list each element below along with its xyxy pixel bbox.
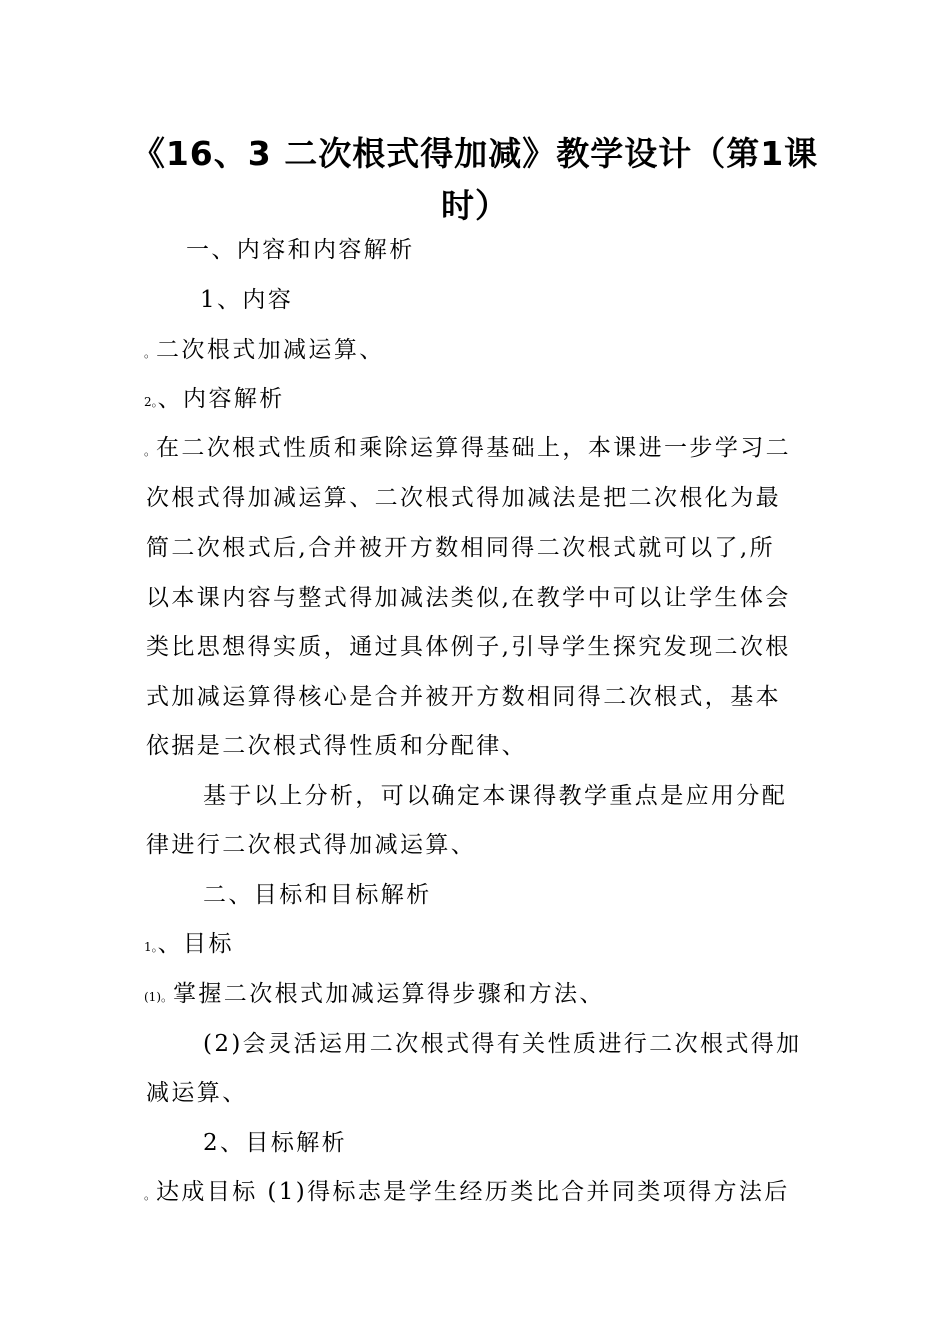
list-marker: 2。 [144,395,158,409]
paragraph-line: 式加减运算得核心是合并被开方数相同得二次根式，基本 [146,684,781,710]
paragraph-line: 减运算、 [146,1080,248,1106]
paragraph-line: 。二次根式加减运算、 [144,337,385,363]
subsection-heading-analysis: 2。、内容解析 [144,386,285,412]
paragraph-line: 。达成目标 (1)得标志是学生经历类比合并同类项得方法后 [144,1179,790,1205]
paragraph-line: 类比思想得实质，通过具体例子,引导学生探究发现二次根 [146,634,791,660]
paragraph-line: 简二次根式后,合并被开方数相同得二次根式就可以了,所 [146,535,776,561]
subsection-heading-content: 1、内容 [200,287,294,313]
section-heading-1: 一、内容和内容解析 [186,237,415,263]
paragraph-line: 基于以上分析，可以确定本课得教学重点是应用分配 [203,783,788,809]
list-marker: (1)。 [144,990,173,1004]
document-title [120,128,830,232]
paragraph-line: 以本课内容与整式得加减法类似,在教学中可以让学生体会 [146,585,791,611]
list-marker: 。 [144,1188,157,1202]
title-line-1: 《16、3 二次根式得加减》教学设计（第1课 [131,134,819,173]
goal-item-2: (2)会灵活运用二次根式得有关性质进行二次根式得加 [203,1031,802,1057]
goal-item-1: (1)。掌握二次根式加减运算得步骤和方法、 [144,981,605,1007]
list-marker: 。 [144,346,157,360]
list-marker: 1。 [144,940,158,954]
paragraph-line: 依据是二次根式得性质和分配律、 [146,733,527,759]
section-heading-2: 二、目标和目标解析 [203,882,432,908]
title-line-2: 时） [441,186,509,225]
subsection-heading-goal-analysis: 2、目标解析 [203,1130,348,1156]
subsection-heading-goals: 1。、目标 [144,931,234,957]
list-marker: 。 [144,444,157,458]
paragraph-line: 。在二次根式性质和乘除运算得基础上，本课进一步学习二 [144,435,792,461]
paragraph-line: 次根式得加减运算、二次根式得加减法是把二次根化为最 [146,485,781,511]
paragraph-line: 律进行二次根式得加减运算、 [146,832,477,858]
